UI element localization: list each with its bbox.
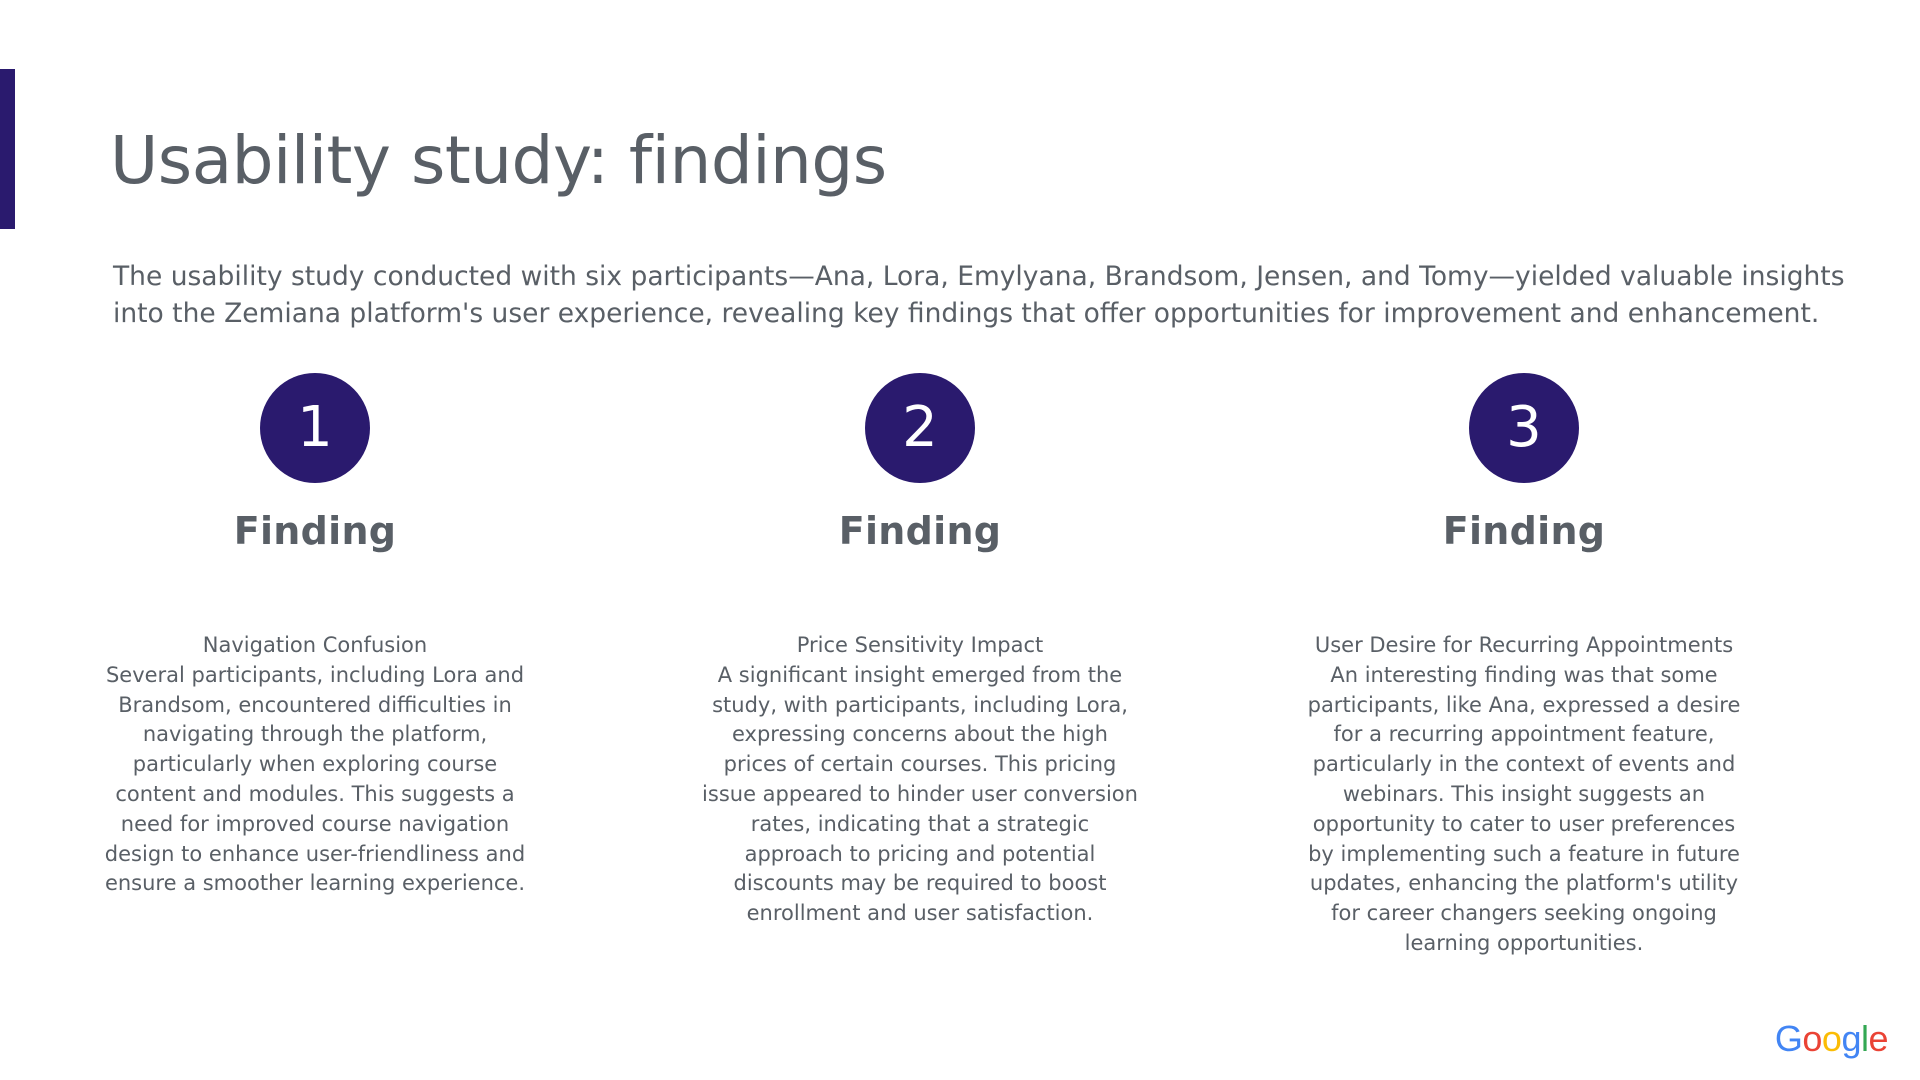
finding-number-badge: 2	[865, 373, 975, 483]
finding-3	[1304, 373, 1744, 959]
logo-letter: o	[1821, 1018, 1842, 1059]
logo-letter: e	[1868, 1018, 1888, 1059]
logo-letter: l	[1860, 1018, 1869, 1059]
finding-description: An interesting finding was that some participants, like Ana, expressed a desire for a recurring appointment feature, particularly in the context of events and webinars. This insight suggests an opportunity to cater to user preferences by implementing such a feature in future updates, enhancing the platform's utility for career changers seeking ongoing learning opportunities.	[1307, 662, 1741, 955]
finding-description: A significant insight emerged from the study, with participants, including Lora, expressing concerns about the high prices of certain courses. This pricing issue appeared to hinder user conversion rates, indicating that a strategic approach to pricing and potential discounts may be required to boost enrollment and user satisfaction.	[702, 662, 1138, 926]
page-title: Usability study: findings	[110, 122, 887, 199]
google-logo	[1775, 1018, 1888, 1060]
finding-heading: Finding	[233, 509, 397, 553]
logo-letter: g	[1841, 1018, 1861, 1059]
finding-description: Several participants, including Lora and Brandsom, encountered difficulties in navigating through the platform, particularly when exploring course content and modules. This suggests a need for improved course navigation design to enhance user-friendliness and ensure a smoother learning experience.	[104, 662, 526, 896]
finding-text	[700, 631, 1140, 929]
finding-heading: Finding	[1442, 509, 1606, 553]
logo-letter: o	[1802, 1018, 1822, 1059]
accent-bar	[0, 69, 15, 229]
finding-subtitle: Price Sensitivity Impact	[796, 633, 1044, 657]
finding-heading: Finding	[838, 509, 1002, 553]
logo-letter: G	[1774, 1018, 1803, 1059]
finding-number-badge: 1	[260, 373, 370, 483]
finding-subtitle: Navigation Confusion	[202, 633, 428, 657]
intro-paragraph: The usability study conducted with six participants—Ana, Lora, Emylyana, Brandsom, Jensen, and Tomy—yielded valuable insights into the Zemiana platform's user experience, revealing key findings that offer opportunities for improvement and enhancement.	[113, 261, 1845, 329]
finding-text	[1304, 631, 1744, 959]
finding-2	[700, 373, 1140, 929]
finding-text	[95, 631, 535, 899]
finding-number-badge: 3	[1469, 373, 1579, 483]
finding-subtitle: User Desire for Recurring Appointments	[1314, 633, 1734, 657]
finding-1	[95, 373, 535, 899]
